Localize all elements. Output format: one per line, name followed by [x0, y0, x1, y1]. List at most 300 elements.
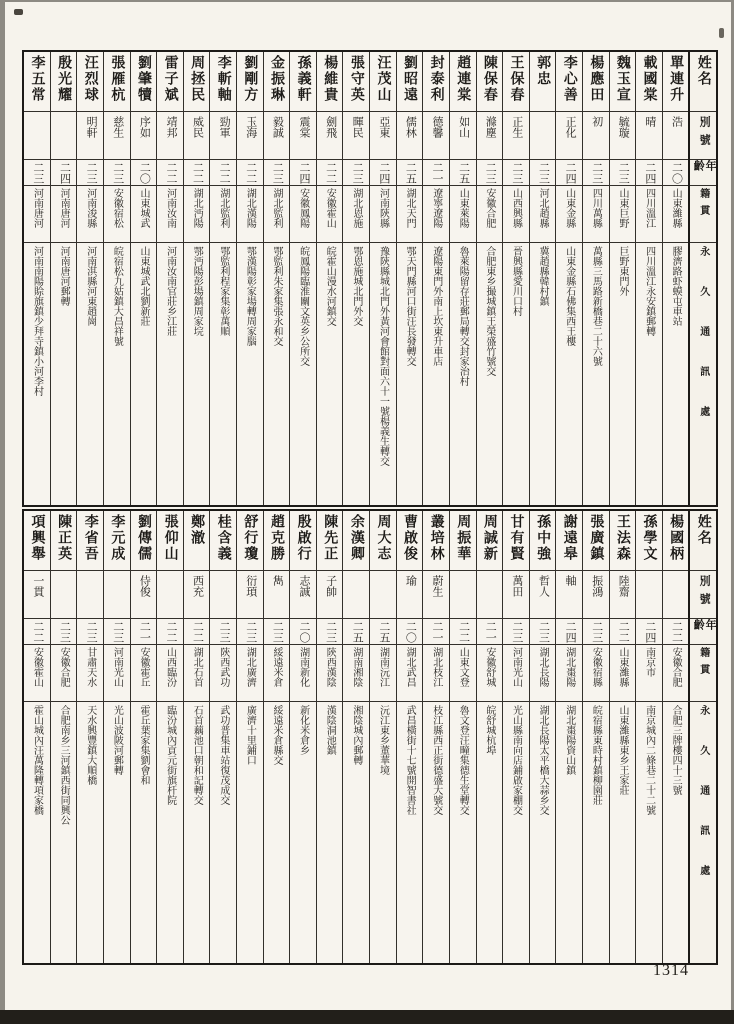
entry-byname-cell: 明軒 [77, 112, 103, 160]
entry-origin-cell: 遼寧遼陽 [423, 186, 449, 243]
entry-age-cell: 二二 [184, 619, 210, 645]
entry-column [449, 511, 476, 963]
entry-age-cell: 二〇 [663, 160, 689, 186]
entry-age-cell: 二二 [663, 619, 689, 645]
entry-name-cell: 舒行瓊 [237, 511, 263, 571]
entry-origin-cell: 湖南新化 [290, 645, 316, 702]
entry-age-cell: 二〇 [290, 619, 316, 645]
entry-name-cell: 李省吾 [77, 511, 103, 571]
entry-byname-cell [77, 571, 103, 619]
entry-name-cell: 李斬軸 [210, 52, 236, 112]
entry-byname-cell: 慈生 [104, 112, 130, 160]
entry-age-cell: 二五 [343, 619, 369, 645]
entry-column [476, 511, 503, 963]
entry-name-cell: 殷光耀 [51, 52, 77, 112]
entry-age-cell: 二三 [477, 160, 503, 186]
entry-byname-cell: 軸 [556, 571, 582, 619]
entry-name-cell: 張仰山 [157, 511, 183, 571]
entry-address-cell: 霍山城內汪萬隆轉項家橋 [31, 705, 43, 815]
entry-name-cell: 周誠新 [477, 511, 503, 571]
entry-age-cell: 二二 [24, 619, 50, 645]
header-byname: 別號 [690, 571, 716, 619]
entry-age-cell: 二五 [370, 619, 396, 645]
entry-age-cell: 二二 [157, 160, 183, 186]
entry-address-cell: 河南南陽賒旗鎮少拜寺鎮小河李村 [31, 246, 43, 396]
entry-address-cell: 南京城內二條巷二十二號 [643, 705, 655, 815]
entry-byname-cell: 侍俊 [131, 571, 157, 619]
entry-origin-cell: 河南汝南 [157, 186, 183, 243]
entry-column [635, 52, 662, 505]
entry-name-cell: 李心善 [556, 52, 582, 112]
entry-origin-cell: 湖南湘陰 [343, 645, 369, 702]
entry-age-cell: 二四 [290, 160, 316, 186]
entry-age-cell: 二二 [184, 160, 210, 186]
entry-address-cell: 山東金縣石佛集西王樓 [563, 246, 575, 346]
entry-byname-cell: 晴 [636, 112, 662, 160]
entry-origin-cell: 山東文登 [450, 645, 476, 702]
scan-artifact [14, 9, 23, 15]
entry-column [130, 52, 157, 505]
entry-origin-cell: 河南光山 [503, 645, 529, 702]
entry-origin-cell: 安徽合肥 [477, 186, 503, 243]
entry-column [555, 511, 582, 963]
entry-name-cell: 叢培林 [423, 511, 449, 571]
entry-column [76, 511, 103, 963]
entry-byname-cell: 暉民 [343, 112, 369, 160]
entry-origin-cell: 河北趙縣 [530, 186, 556, 243]
entry-address-cell: 鄂天門縣河口街汪長發轉交 [404, 246, 416, 366]
entry-address-cell: 石首藕池口朝和記轉交 [191, 705, 203, 805]
entry-address-cell: 魯文登汪疃集德生堂轉交 [457, 705, 469, 815]
entry-age-cell: 二二 [610, 619, 636, 645]
entry-age-cell: 二一 [477, 619, 503, 645]
entry-address-cell: 武功普集車站復茂成交 [217, 705, 229, 805]
entry-address-cell: 膠濟路虾蟆屯車站 [670, 246, 682, 326]
entry-origin-cell: 陝西漢陰 [317, 645, 343, 702]
entry-address-cell: 合肥三牌樓四十三號 [670, 705, 682, 795]
header-column [688, 52, 716, 505]
header-address: 永久通訊處 [697, 246, 709, 446]
entry-name-cell: 汪烈球 [77, 52, 103, 112]
entry-origin-cell: 山東巨野 [610, 186, 636, 243]
entry-origin-cell: 安徽霍丘 [131, 645, 157, 702]
entry-address-cell: 湖北長陽太平橋大蒜乡交 [537, 705, 549, 815]
entry-address-cell: 巨野東門外 [616, 246, 628, 296]
entry-byname-cell: 雋 [264, 571, 290, 619]
entry-column [50, 52, 77, 505]
entry-address-cell: 漢陰洞池鎮 [324, 705, 336, 755]
entry-origin-cell: 山西興縣 [503, 186, 529, 243]
entry-name-cell: 張守英 [343, 52, 369, 112]
entry-age-cell: 二三 [530, 619, 556, 645]
entry-origin-cell: 湖北石首 [184, 645, 210, 702]
entry-origin-cell: 安徽合肥 [663, 645, 689, 702]
entry-column [369, 511, 396, 963]
entry-origin-cell: 湖南沅江 [370, 645, 396, 702]
entry-byname-cell: 滌塵 [477, 112, 503, 160]
entry-age-cell: 二三 [264, 160, 290, 186]
entry-address-cell: 天水興豐鎮大順橋 [84, 705, 96, 785]
entry-column [263, 511, 290, 963]
entry-name-cell: 項興舉 [24, 511, 50, 571]
entry-column [289, 52, 316, 505]
entry-column [609, 511, 636, 963]
entry-column [582, 52, 609, 505]
entry-age-cell: 二三 [210, 619, 236, 645]
entry-origin-cell: 安徽合肥 [51, 645, 77, 702]
entry-byname-cell: 德馨 [423, 112, 449, 160]
entry-origin-cell: 湖北武昌 [397, 645, 423, 702]
entry-origin-cell: 湖北長陽 [530, 645, 556, 702]
entry-age-cell: 二三 [264, 619, 290, 645]
entry-name-cell: 周拯民 [184, 52, 210, 112]
entry-byname-cell: 序如 [131, 112, 157, 160]
entry-age-cell: 二三 [583, 619, 609, 645]
entry-age-cell: 二三 [530, 160, 556, 186]
entry-byname-cell [51, 571, 77, 619]
header-age: 年齡 [690, 619, 716, 645]
entry-origin-cell: 安徽舒城 [477, 645, 503, 702]
entry-column [449, 52, 476, 505]
entry-age-cell: 二五 [450, 160, 476, 186]
entry-byname-cell [370, 571, 396, 619]
entry-byname-cell: 毅誠 [264, 112, 290, 160]
entry-column [422, 52, 449, 505]
entry-column [662, 52, 689, 505]
entry-age-cell: 二二 [317, 160, 343, 186]
entry-column [422, 511, 449, 963]
entry-name-cell: 楊國柄 [663, 511, 689, 571]
entry-column [342, 511, 369, 963]
entry-origin-cell: 湖北監利 [210, 186, 236, 243]
entry-column [103, 52, 130, 505]
entry-name-cell: 周大志 [370, 511, 396, 571]
entry-age-cell: 二五 [397, 160, 423, 186]
entry-address-cell: 合肥南乡三河鎮西街同興公 [58, 705, 70, 825]
entry-name-cell: 周振華 [450, 511, 476, 571]
entry-name-cell: 鄭澈 [184, 511, 210, 571]
entry-address-cell: 皖霍山漫水河鎮交 [324, 246, 336, 326]
entry-byname-cell [663, 571, 689, 619]
entry-origin-cell: 河南浚縣 [77, 186, 103, 243]
entry-age-cell: 二二 [210, 160, 236, 186]
directory-table-bottom [22, 509, 718, 965]
entry-address-cell: 皖宿縣東時村鎮柳園莊 [590, 705, 602, 805]
header-age: 年齡 [690, 160, 716, 186]
entry-age-cell: 二四 [556, 160, 582, 186]
entry-byname-cell: 正生 [503, 112, 529, 160]
entry-byname-cell: 一貫 [24, 571, 50, 619]
entry-column [263, 52, 290, 505]
entry-address-cell: 合肥東乡撮城鎮王榮盛竹號交 [483, 246, 495, 376]
entry-byname-cell [210, 571, 236, 619]
scan-artifact [719, 28, 724, 38]
entry-address-cell: 湘陰城內郵轉 [350, 705, 362, 765]
entry-column [130, 511, 157, 963]
entry-address-cell: 萬縣三馬路新橋巷二十六號 [590, 246, 602, 366]
entry-address-cell: 山東濰縣東乡王家莊 [616, 705, 628, 795]
entry-address-cell: 皖舒城杭埠 [483, 705, 495, 755]
entry-byname-cell [157, 571, 183, 619]
entry-column [209, 52, 236, 505]
entry-byname-cell: 儒林 [397, 112, 423, 160]
entry-column [369, 52, 396, 505]
entry-column [529, 52, 556, 505]
entry-column [24, 52, 50, 505]
entry-byname-cell [104, 571, 130, 619]
entry-column [156, 511, 183, 963]
entry-column [582, 511, 609, 963]
entry-name-cell: 桂含義 [210, 511, 236, 571]
header-origin: 籍貫 [690, 186, 716, 243]
entry-address-cell: 冀趙縣韓村鎮 [537, 246, 549, 306]
entry-column [236, 511, 263, 963]
entry-age-cell: 二三 [583, 160, 609, 186]
entry-name-cell: 郭忠 [530, 52, 556, 112]
entry-name-cell: 趙連棠 [450, 52, 476, 112]
entry-address-cell: 臨汾城內貢元街旗杆院 [164, 705, 176, 805]
entry-age-cell: 二三 [104, 619, 130, 645]
entry-origin-cell: 湖北監利 [264, 186, 290, 243]
entry-byname-cell [636, 571, 662, 619]
entry-column [476, 52, 503, 505]
page-number: 1314 [653, 962, 689, 979]
entry-age-cell: 二四 [51, 160, 77, 186]
entry-column [609, 52, 636, 505]
entry-address-cell: 枝江縣西正街德盛大號交 [430, 705, 442, 815]
entry-age-cell: 二四 [556, 619, 582, 645]
entry-address-cell: 光山縣南向店鋪啟家棚交 [510, 705, 522, 815]
entry-origin-cell: 河南唐河 [24, 186, 50, 243]
entry-name-cell: 陳保春 [477, 52, 503, 112]
entry-column [236, 52, 263, 505]
entry-age-cell: 二三 [51, 619, 77, 645]
entry-column [555, 52, 582, 505]
entry-column [396, 52, 423, 505]
entry-age-cell: 二一 [423, 160, 449, 186]
entry-name-cell: 甘有賢 [503, 511, 529, 571]
entry-column [156, 52, 183, 505]
entry-byname-cell: 勁軍 [210, 112, 236, 160]
entry-name-cell: 趙克勝 [264, 511, 290, 571]
header-address: 永久通訊處 [697, 705, 709, 905]
entry-origin-cell: 湖北天門 [397, 186, 423, 243]
header-name: 姓名 [690, 511, 716, 571]
entry-column [103, 511, 130, 963]
entry-origin-cell: 山東濰縣 [610, 645, 636, 702]
entry-origin-cell: 河南光山 [104, 645, 130, 702]
entry-name-cell: 孫義軒 [290, 52, 316, 112]
entry-byname-cell: 志誠 [290, 571, 316, 619]
entry-address-cell: 皖鳳陽臨淮關文英乡公所交 [297, 246, 309, 366]
entry-age-cell: 二四 [370, 160, 396, 186]
entry-age-cell: 二〇 [397, 619, 423, 645]
entry-column [529, 511, 556, 963]
entry-address-cell: 魯萊陽留存莊郵局轉交封家治村 [457, 246, 469, 386]
entry-name-cell: 汪茂山 [370, 52, 396, 112]
entry-byname-cell: 威民 [184, 112, 210, 160]
entry-byname-cell [530, 112, 556, 160]
entry-column [502, 52, 529, 505]
entry-origin-cell: 安徽霍山 [24, 645, 50, 702]
entry-name-cell: 雷子斌 [157, 52, 183, 112]
entry-byname-cell: 瑜 [397, 571, 423, 619]
entry-address-cell: 沅江東乡董華境 [377, 705, 389, 775]
entry-byname-cell [477, 571, 503, 619]
entry-origin-cell: 湖北廣濟 [237, 645, 263, 702]
entry-name-cell: 余漢卿 [343, 511, 369, 571]
entry-age-cell: 二二 [237, 160, 263, 186]
entry-name-cell: 王保春 [503, 52, 529, 112]
entry-address-cell: 鄂漢陽彰家場轉周家腦 [244, 246, 256, 346]
entry-byname-cell [450, 571, 476, 619]
scanned-page [5, 2, 731, 1010]
entry-address-cell: 皖宿松九姑鎮大昌祥號 [111, 246, 123, 346]
entry-address-cell: 鄂監利朱家集張永和交 [271, 246, 283, 346]
entry-origin-cell: 山東金縣 [556, 186, 582, 243]
entry-address-cell: 新化米倉乡 [297, 705, 309, 755]
entry-byname-cell: 如山 [450, 112, 476, 160]
entry-name-cell: 張廣鎮 [583, 511, 609, 571]
entry-byname-cell: 西充 [184, 571, 210, 619]
entry-column [662, 511, 689, 963]
entry-column [209, 511, 236, 963]
entry-name-cell: 楊應田 [583, 52, 609, 112]
entry-name-cell: 劉肇犢 [131, 52, 157, 112]
entry-address-cell: 河南唐河郵轉 [58, 246, 70, 306]
entry-name-cell: 謝遠皋 [556, 511, 582, 571]
entry-byname-cell: 浩 [663, 112, 689, 160]
entry-origin-cell: 安徽鳳陽 [290, 186, 316, 243]
entry-origin-cell: 湖北恩施 [343, 186, 369, 243]
entry-name-cell: 李五常 [24, 52, 50, 112]
entry-name-cell: 孫學文 [636, 511, 662, 571]
entry-byname-cell: 陸齋 [610, 571, 636, 619]
header-name: 姓名 [690, 52, 716, 112]
entry-origin-cell: 山西臨汾 [157, 645, 183, 702]
header-column [688, 511, 716, 963]
entry-age-cell: 二四 [636, 619, 662, 645]
entry-byname-cell: 正化 [556, 112, 582, 160]
entry-name-cell: 封泰利 [423, 52, 449, 112]
entry-origin-cell: 南京市 [636, 645, 662, 702]
entry-byname-cell: 初 [583, 112, 609, 160]
entry-origin-cell: 甘肅天水 [77, 645, 103, 702]
entry-age-cell: 二一 [423, 619, 449, 645]
entry-name-cell: 殷啟行 [290, 511, 316, 571]
entry-origin-cell: 四川溫江 [636, 186, 662, 243]
entry-column [183, 52, 210, 505]
entry-origin-cell: 湖北枝江 [423, 645, 449, 702]
entry-name-cell: 金振琳 [264, 52, 290, 112]
entry-origin-cell: 湖北沔陽 [184, 186, 210, 243]
entry-byname-cell: 子帥 [317, 571, 343, 619]
entry-age-cell: 二三 [104, 160, 130, 186]
entry-address-cell: 鄂監利程家集彰萬順 [217, 246, 229, 336]
entry-name-cell: 劉昭遠 [397, 52, 423, 112]
entry-byname-cell: 震棠 [290, 112, 316, 160]
entry-origin-cell: 綏遠米倉 [264, 645, 290, 702]
entry-age-cell: 二〇 [131, 160, 157, 186]
entry-address-cell: 晉興縣愛川口村 [510, 246, 522, 316]
entry-byname-cell [24, 112, 50, 160]
entry-origin-cell: 山東城武 [131, 186, 157, 243]
entry-byname-cell [343, 571, 369, 619]
entry-age-cell: 二三 [610, 160, 636, 186]
entry-name-cell: 單連升 [663, 52, 689, 112]
entry-byname-cell: 毓璇 [610, 112, 636, 160]
entry-age-cell: 二三 [237, 619, 263, 645]
entry-origin-cell: 安徽宿縣 [583, 645, 609, 702]
entry-age-cell: 二三 [503, 619, 529, 645]
scan-shadow-band [0, 1010, 734, 1024]
entry-name-cell: 載國棠 [636, 52, 662, 112]
entry-column [635, 511, 662, 963]
entry-origin-cell: 河南唐河 [51, 186, 77, 243]
entry-age-cell: 二二 [157, 619, 183, 645]
entry-column [396, 511, 423, 963]
entry-origin-cell: 四川萬縣 [583, 186, 609, 243]
entry-name-cell: 張雁杭 [104, 52, 130, 112]
entry-name-cell: 陳正英 [51, 511, 77, 571]
entry-column [342, 52, 369, 505]
entry-address-cell: 山東城武北劉新莊 [137, 246, 149, 326]
entry-origin-cell: 河南陝縣 [370, 186, 396, 243]
entry-address-cell: 河南汝南官莊乡江莊 [164, 246, 176, 336]
entry-byname-cell: 蔚生 [423, 571, 449, 619]
entry-address-cell: 廣濟十里鋪口 [244, 705, 256, 765]
entry-age-cell: 二三 [503, 160, 529, 186]
entry-byname-cell: 萬田 [503, 571, 529, 619]
entry-address-cell: 湖北棗陽資山鎮 [563, 705, 575, 775]
entry-name-cell: 魏玉宣 [610, 52, 636, 112]
entry-name-cell: 劉剛方 [237, 52, 263, 112]
entry-column [502, 511, 529, 963]
entry-address-cell: 豫陝縣城北門外黃河會館對面六十一號楊義生轉交 [377, 246, 389, 466]
entry-address-cell: 霍丘葉家集劉會和 [137, 705, 149, 785]
entry-name-cell: 楊維貴 [317, 52, 343, 112]
entry-origin-cell: 安徽霍山 [317, 186, 343, 243]
entry-column [50, 511, 77, 963]
entry-name-cell: 孫中強 [530, 511, 556, 571]
entry-address-cell: 武昌橫街十七號開智書社 [404, 705, 416, 815]
entry-origin-cell: 湖北漢陽 [237, 186, 263, 243]
entry-origin-cell: 湖北棗陽 [556, 645, 582, 702]
entry-address-cell: 鄂恩施城北門外交 [350, 246, 362, 326]
entry-age-cell: 二三 [77, 619, 103, 645]
entry-byname-cell: 衍頊 [237, 571, 263, 619]
entry-column [316, 52, 343, 505]
entry-age-cell: 二三 [317, 619, 343, 645]
entry-age-cell: 二三 [77, 160, 103, 186]
entry-age-cell: 二三 [343, 160, 369, 186]
entry-origin-cell: 陝西武功 [210, 645, 236, 702]
entry-name-cell: 李元成 [104, 511, 130, 571]
entry-byname-cell: 哲人 [530, 571, 556, 619]
entry-name-cell: 王法森 [610, 511, 636, 571]
header-origin: 籍貫 [690, 645, 716, 702]
entry-age-cell: 二四 [636, 160, 662, 186]
entry-byname-cell: 玉海 [237, 112, 263, 160]
entry-age-cell: 二一 [131, 619, 157, 645]
entry-name-cell: 劉傳儒 [131, 511, 157, 571]
entry-address-cell: 光山波陂河郵轉 [111, 705, 123, 775]
entry-column [289, 511, 316, 963]
entry-byname-cell: 亞東 [370, 112, 396, 160]
entry-address-cell: 四川溫江永安鎮郵轉 [643, 246, 655, 336]
entry-column [183, 511, 210, 963]
directory-table-top [22, 50, 718, 507]
